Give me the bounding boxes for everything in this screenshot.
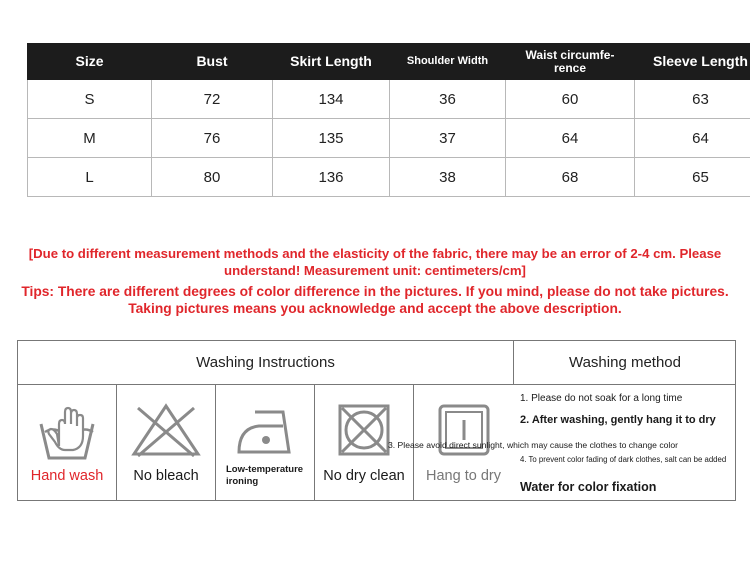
header-bust: Bust bbox=[152, 44, 273, 80]
cell-sleeve-length: 63 bbox=[635, 80, 750, 119]
cell-waist: 64 bbox=[506, 119, 635, 158]
cell-size: M bbox=[28, 119, 152, 158]
care-item-low-temp-iron bbox=[216, 384, 315, 500]
cell-sleeve-length: 65 bbox=[635, 158, 750, 197]
header-size: Size bbox=[28, 44, 152, 80]
care-item-no-bleach bbox=[117, 384, 216, 500]
method-item-1: 1. Please do not soak for a long time bbox=[520, 393, 683, 404]
header-shoulder-width: Shoulder Width bbox=[390, 44, 506, 80]
size-table-header-row bbox=[28, 44, 750, 80]
care-table bbox=[17, 340, 736, 501]
no-bleach-label: No bleach bbox=[133, 468, 199, 484]
size-table bbox=[27, 43, 750, 197]
cell-size: S bbox=[28, 80, 152, 119]
care-table-header bbox=[18, 341, 735, 385]
cell-bust: 80 bbox=[152, 158, 273, 197]
header-skirt-length: Skirt Length bbox=[273, 44, 390, 80]
color-difference-tips: Tips: There are different degrees of color difference in the pictures. If you mind, please do not take pictures. Taking pictures means you acknowledge and accept the above description. bbox=[21, 284, 729, 316]
washing-method-title: Washing method bbox=[513, 341, 736, 384]
cell-bust: 76 bbox=[152, 119, 273, 158]
hand-wash-icon bbox=[35, 402, 99, 464]
cell-shoulder-width: 37 bbox=[390, 119, 506, 158]
cell-bust: 72 bbox=[152, 80, 273, 119]
cell-skirt-length: 134 bbox=[273, 80, 390, 119]
care-item-hand-wash bbox=[18, 384, 117, 500]
method-item-3: 3. Please avoid direct sunlight, which may cause the clothes to change color bbox=[388, 440, 678, 450]
hang-to-dry-label: Hang to dry bbox=[426, 468, 501, 484]
method-item-5: Water for color fixation bbox=[520, 480, 657, 494]
cell-size: L bbox=[28, 158, 152, 197]
cell-shoulder-width: 38 bbox=[390, 158, 506, 197]
table-row bbox=[28, 158, 750, 197]
method-item-2: 2. After washing, gently hang it to dry bbox=[520, 414, 716, 426]
cell-waist: 60 bbox=[506, 80, 635, 119]
no-bleach-icon bbox=[130, 402, 202, 458]
table-row bbox=[28, 80, 750, 119]
cell-skirt-length: 136 bbox=[273, 158, 390, 197]
cell-waist: 68 bbox=[506, 158, 635, 197]
header-sleeve-length: Sleeve Length bbox=[635, 44, 750, 80]
no-dry-clean-icon bbox=[334, 402, 394, 460]
cell-shoulder-width: 36 bbox=[390, 80, 506, 119]
measurement-note: [Due to different measurement methods and the elasticity of the fabric, there may be an error of 2-4 cm. Please understand! Measurement unit: centimeters/cm] bbox=[28, 246, 722, 278]
header-waist: Waist circumfe-rence bbox=[506, 44, 635, 80]
cell-skirt-length: 135 bbox=[273, 119, 390, 158]
table-row bbox=[28, 119, 750, 158]
low-temperature-iron-icon bbox=[233, 402, 297, 458]
hang-to-dry-icon bbox=[434, 402, 494, 460]
cell-sleeve-length: 64 bbox=[635, 119, 750, 158]
hand-wash-label: Hand wash bbox=[30, 468, 104, 484]
method-item-4: 4. To prevent color fading of dark clothes, salt can be added bbox=[520, 455, 727, 464]
no-dry-clean-label: No dry clean bbox=[323, 468, 405, 484]
washing-instructions-title: Washing Instructions bbox=[196, 354, 335, 371]
low-temp-iron-label: Low-temperature ironing bbox=[226, 464, 304, 487]
